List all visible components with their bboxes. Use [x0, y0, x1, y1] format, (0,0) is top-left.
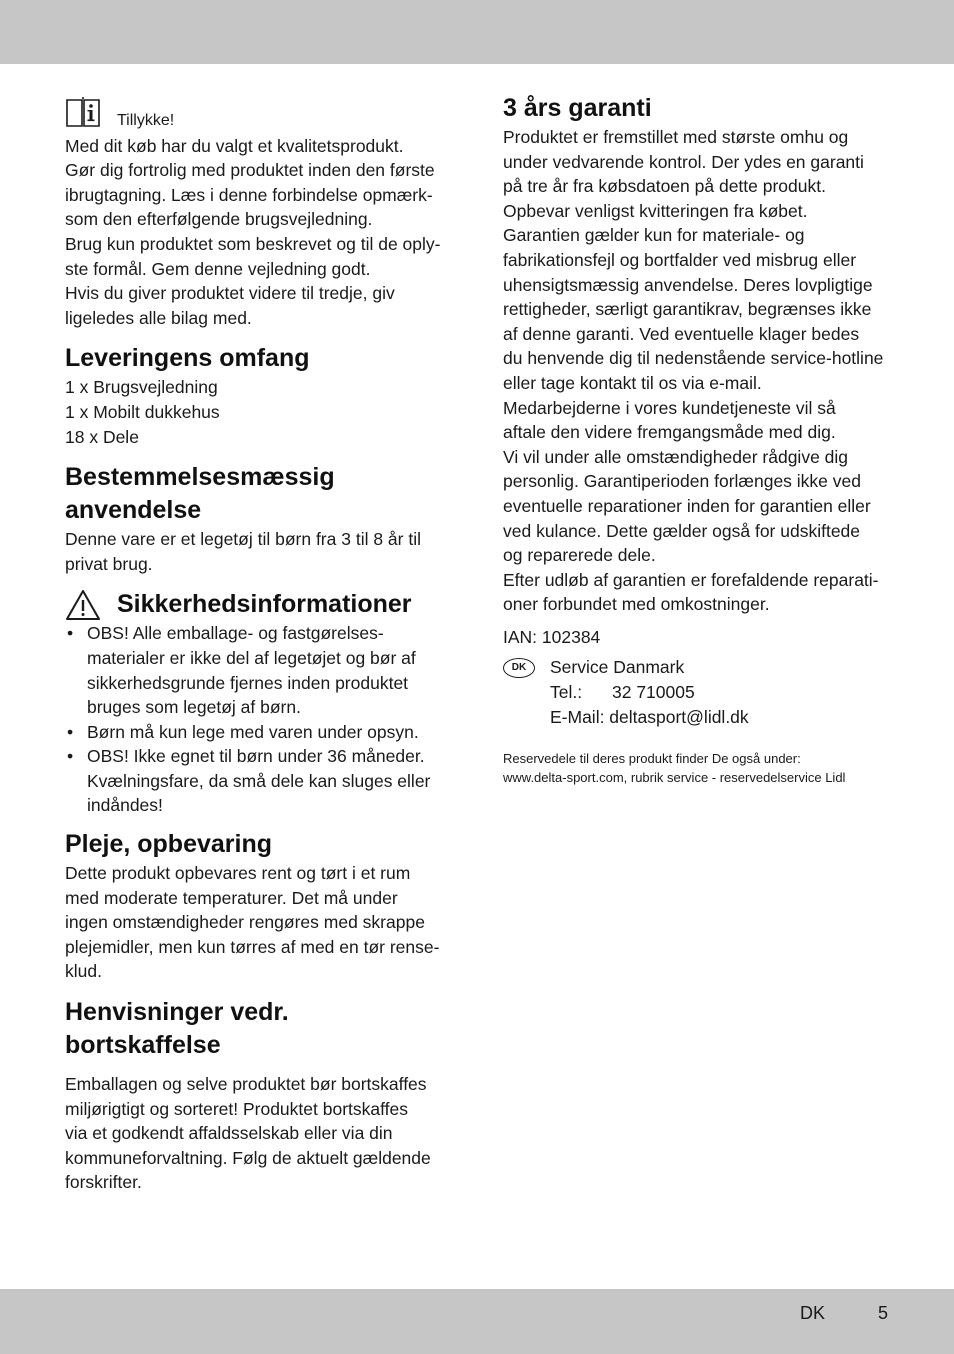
text-line: Medarbejderne i vores kundetjeneste vil så: [503, 397, 836, 418]
sikkerhed-header: [65, 588, 455, 621]
text-line: Garantien gælder kun for materiale- og: [503, 225, 805, 246]
list-item: 1 x Brugsvejledning: [65, 377, 218, 398]
right-column: [503, 92, 903, 787]
service-email: E-Mail: deltasport@lidl.dk: [550, 706, 749, 727]
text-line: ved kulance. Dette gælder også for udskiftede: [503, 520, 861, 541]
text-line: Opbevar venligst kvitteringen fra købet.: [503, 200, 808, 221]
text-line: og reparerede dele.: [503, 545, 656, 566]
text-line: kommuneforvaltning. Følg de aktuelt gældende: [65, 1147, 431, 1168]
text-line: bruges som legetøj af børn.: [87, 697, 301, 718]
service-tel: [550, 680, 749, 705]
text-line: fabrikationsfejl og bortfalder ved misbrug eller: [503, 249, 857, 270]
anvendelse-heading-line1: Bestemmelsesmæssig: [65, 463, 335, 492]
text-line: Kvælningsfare, da små dele kan sluges eller: [87, 770, 431, 791]
ian-number: IAN: 102384: [503, 626, 601, 647]
text-line: personlig. Garantiperioden forlænges ikke ved: [503, 471, 861, 492]
left-column: [65, 96, 455, 1195]
list-item: 1 x Mobilt dukkehus: [65, 401, 220, 422]
text-line: ibrugtagning. Læs i denne forbindelse opmærk-: [65, 184, 433, 205]
text-line: Produktet er fremstillet med største omhu og: [503, 127, 849, 147]
text-line: aftale den videre fremgangsmåde med dig.: [503, 422, 836, 443]
warning-triangle-icon: [65, 589, 101, 621]
text-line: Med dit køb har du valgt et kvalitetsprodukt.: [65, 135, 404, 156]
text-line: Brug kun produktet som beskrevet og til de oply-: [65, 233, 441, 254]
text-line: www.delta-sport.com, rubrik service - reservedelservice Lidl: [503, 770, 846, 786]
intro-header: [65, 96, 455, 134]
service-block: [503, 655, 903, 729]
text-line: Hvis du giver produktet videre til tredje, giv: [65, 283, 395, 304]
text-line: under vedvarende kontrol. Der ydes en garanti: [503, 151, 864, 172]
text-line: plejemidler, men kun tørres af med en tør rense-: [65, 936, 440, 957]
info-book-icon: [65, 96, 101, 128]
text-line: • OBS! Alle emballage- og fastgørelses-: [87, 623, 384, 644]
text-line: sikkerhedsgrunde fjernes inden produktet: [87, 672, 409, 693]
intro-text: [65, 134, 455, 331]
text-line: forskrifter.: [65, 1172, 142, 1193]
sikkerhed-heading: Sikkerhedsinformationer: [117, 590, 412, 619]
anvendelse-heading-line2: anvendelse: [65, 496, 202, 525]
text-line: • Børn må kun lege med varen under opsyn.: [87, 721, 419, 742]
page-number: 5: [878, 1303, 889, 1323]
sikkerhed-list: [65, 621, 455, 818]
service-name: Service Danmark: [550, 657, 685, 678]
text-line: som den efterfølgende brugsvejledning.: [65, 209, 373, 230]
bortskaffelse-heading-line1: Henvisninger vedr.: [65, 998, 289, 1027]
text-line: med moderate temperaturer. Det må under: [65, 887, 398, 908]
list-item: [65, 744, 455, 818]
text-line: på tre år fra købsdatoen på dette produkt.: [503, 176, 826, 197]
pleje-text: [65, 861, 455, 984]
text-line: • OBS! Ikke egnet til børn under 36 måneder.: [87, 746, 425, 767]
bortskaffelse-heading-line2: bortskaffelse: [65, 1031, 221, 1060]
text-line: Gør dig fortrolig med produktet inden den første: [65, 160, 435, 181]
footer-language: DK: [800, 1303, 826, 1323]
text-line: Vi vil under alle omstændigheder rådgive dig: [503, 446, 849, 467]
text-line: klud.: [65, 961, 102, 982]
text-line: eventuelle reparationer inden for garantien eller: [503, 495, 871, 516]
anvendelse-text: [65, 527, 455, 576]
text-line: Reservedele til deres produkt finder De også under:: [503, 751, 801, 767]
text-line: eller tage kontakt til os via e-mail.: [503, 372, 762, 393]
text-line: Dette produkt opbevares rent og tørt i et rum: [65, 863, 411, 884]
service-lines: [550, 655, 749, 729]
list-item: [65, 621, 455, 719]
tillykke-text: Tillykke!: [117, 112, 175, 129]
bortskaffelse-text: [65, 1072, 455, 1195]
reserve-text: [503, 749, 903, 787]
text-line: ste formål. Gem denne vejledning godt.: [65, 258, 371, 279]
text-line: rettigheder, særligt garantikrav, begrænses ikke: [503, 299, 872, 320]
text-line: materialer er ikke del af legetøjet og bør af: [87, 647, 416, 668]
text-line: Emballagen og selve produktet bør bortskaffes: [65, 1074, 427, 1095]
garanti-heading: 3 års garanti: [503, 94, 652, 122]
text-line: oner forbundet med omkostninger.: [503, 594, 770, 615]
pleje-heading: Pleje, opbevaring: [65, 830, 273, 859]
text-line: ingen omstændigheder rengøres med skrappe: [65, 912, 425, 933]
garanti-text: [503, 125, 903, 617]
text-line: Denne vare er et legetøj til børn fra 3 til 8 år til: [65, 529, 421, 550]
tel-label: Tel.:: [550, 682, 583, 703]
list-item: 18 x Dele: [65, 426, 139, 447]
tel-number: 32 710005: [612, 682, 695, 703]
levering-heading: Leveringens omfang: [65, 344, 310, 373]
text-line: uhensigtsmæssig anvendelse. Deres lovpligtige: [503, 274, 873, 295]
text-line: Efter udløb af garantien er forefaldende reparati-: [503, 569, 879, 590]
text-line: af denne garanti. Ved eventuelle klager bedes: [503, 323, 860, 344]
text-line: ligeledes alle bilag med.: [65, 307, 252, 328]
text-line: miljørigtigt og sorteret! Produktet bortskaffes: [65, 1098, 409, 1119]
country-badge-dk: DK: [503, 658, 535, 678]
list-item: [65, 720, 455, 745]
levering-list: [65, 375, 455, 449]
text-line: du henvende dig til nedenstående service-hotline: [503, 348, 884, 369]
text-line: indåndes!: [87, 795, 163, 816]
text-line: via et godkendt affaldsselskab eller via din: [65, 1123, 393, 1144]
top-band: [0, 0, 954, 64]
text-line: privat brug.: [65, 553, 153, 574]
